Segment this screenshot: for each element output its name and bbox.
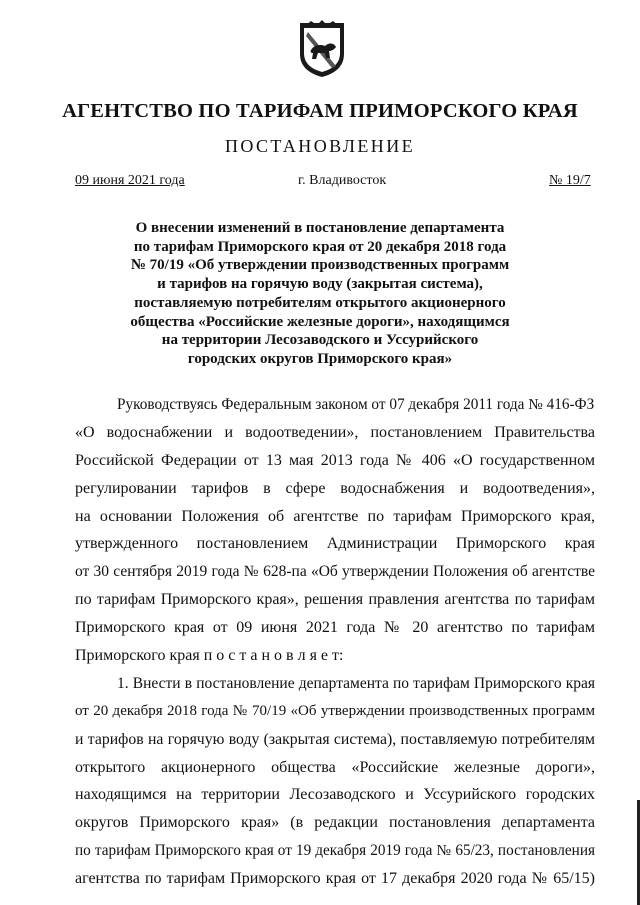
document-type: ПОСТАНОВЛЕНИЕ — [224, 136, 416, 156]
document-body — [75, 391, 595, 893]
body-line: 1. Внести в постановление департамента по тарифам Приморского края — [117, 674, 595, 692]
body-line: Российской Федерации от 13 мая 2013 года № 406 «О государственном — [75, 451, 595, 469]
body-line: Приморского края от 09 июня 2021 года № 20 агентство по тарифам — [75, 619, 595, 637]
document-date: 09 июня 2021 года — [75, 173, 185, 188]
body-line: «О водоснабжении и водоотведении», постановлением Правительства — [75, 423, 595, 441]
agency-name: АГЕНТСТВО ПО ТАРИФАМ ПРИМОРСКОГО КРАЯ — [62, 100, 578, 122]
title-line: О внесении изменений в постановление департамента — [135, 220, 505, 236]
document-number: № 19/7 — [549, 173, 591, 188]
title-line: на территории Лесозаводского и Уссурийского — [161, 332, 479, 349]
body-line: округов Приморского края» (в редакции постановления департамента — [75, 814, 595, 832]
body-line: агентства по тарифам Приморского края от 17 декабря 2020 года № 65/15) — [75, 870, 595, 888]
title-line: по тарифам Приморского края от 20 декабря 2018 года — [133, 238, 507, 255]
body-line: Приморского края п о с т а н о в л я е т: — [75, 647, 344, 665]
title-line: № 70/19 «Об утверждении производственных программ — [130, 257, 510, 274]
body-line: открытого акционерного общества «Российские железные дороги», — [75, 758, 595, 776]
body-line: утвержденного постановлением Администрации Приморского края — [75, 535, 595, 553]
coat-of-arms-tiger-icon — [297, 20, 347, 78]
body-line: находящимся на территории Лесозаводского и Уссурийского городских — [75, 786, 595, 804]
body-line: от 20 декабря 2018 года № 70/19 «Об утверждении производственных программ — [75, 702, 595, 719]
body-line: по тарифам Приморского края от 19 декабря 2019 года № 65/23, постановления — [75, 842, 595, 860]
title-line: поставляемую потребителям открытого акционерного — [134, 294, 506, 311]
title-line: городских округов Приморского края» — [187, 350, 453, 367]
body-line: и тарифов на горячую воду (закрытая система), поставляемую потребителям — [75, 730, 595, 748]
document-title — [100, 219, 540, 369]
body-line: от 30 сентября 2019 года № 628-па «Об утверждении Положения об агентстве — [75, 563, 595, 581]
title-line: и тарифов на горячую воду (закрытая система), — [157, 276, 483, 293]
body-line: по тарифам Приморского края», решения правления агентства по тарифам — [75, 591, 595, 609]
body-line: Руководствуясь Федеральным законом от 07 декабря 2011 года № 416-ФЗ — [117, 396, 595, 413]
title-line: общества «Российские железные дороги», находящимся — [130, 313, 510, 330]
body-line: на основании Положения об агентстве по тарифам Приморского края, — [75, 507, 595, 525]
document-city: г. Владивосток — [298, 173, 387, 188]
body-line: регулировании тарифов в сфере водоснабжения и водоотведения», — [75, 479, 595, 497]
